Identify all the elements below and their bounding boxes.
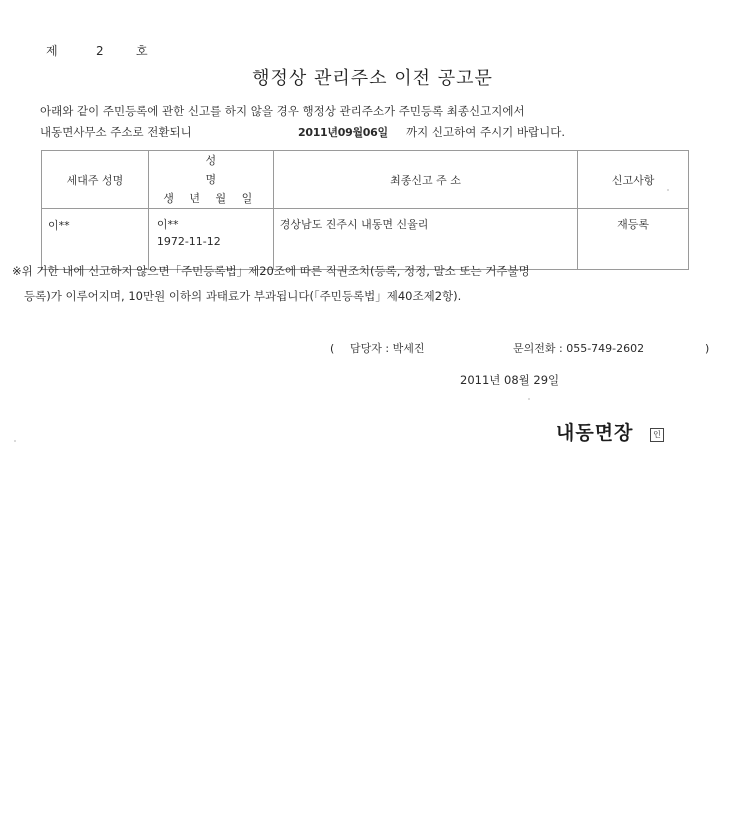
header-note: 신고사항 [578, 151, 689, 209]
contact-close-paren: ) [705, 342, 710, 355]
document-number-prefix: 제 [46, 44, 58, 58]
cell-note: 재등록 [578, 209, 689, 270]
document-number-suffix: 호 [136, 44, 148, 58]
table-header-row [42, 151, 689, 209]
notice-table [41, 150, 689, 270]
cell-name: 이** [156, 218, 179, 231]
document-title: 행정상 관리주소 이전 공고문 [252, 68, 493, 89]
header-address: 최종신고 주 소 [273, 151, 577, 209]
warning-text-line-2: 등록)가 이루어지며, 10만원 이하의 과태료가 부과됩니다(「주민등록법」제40조제2항). [24, 289, 462, 303]
contact-info [330, 340, 709, 356]
intro-office-text: 내동면사무소 주소로 전환되니 [40, 125, 192, 139]
cell-name-birth [148, 209, 273, 270]
scan-speck [667, 189, 669, 191]
document-number-value: 2 [96, 44, 104, 58]
header-birth: 생 년 월 일 [163, 192, 259, 205]
issue-date: 2011년 08월 29일 [460, 373, 560, 387]
intro-tail-text: 까지 신고하여 주시기 바랍니다. [406, 125, 566, 139]
issuer-title: 내동면장 [556, 422, 634, 444]
cell-household-head: 이** [42, 209, 149, 270]
header-name-birth [148, 151, 273, 209]
intro-text-line-1: 아래와 같이 주민등록에 관한 신고를 하지 않을 경우 행정상 관리주소가 주민등록 최종신고지에서 [40, 104, 525, 118]
warning-text-line-1: ※위 기한 내에 신고하지 않으면「주민등록법」제20조에 따른 직권조치(등록, 정정, 말소 또는 거주불명 [12, 264, 530, 278]
deadline-date: 2011년09월06일 [298, 126, 388, 139]
cell-birth: 1972-11-12 [156, 235, 221, 248]
seal-icon: 인 [650, 428, 664, 442]
contact-person: 담당자 : 박세진 [350, 342, 425, 355]
header-household-head: 세대주 성명 [42, 151, 149, 209]
scan-speck [528, 398, 530, 400]
scan-speck [14, 440, 16, 442]
table-row [42, 209, 689, 270]
contact-phone: 문의전화 : 055-749-2602 [513, 342, 645, 355]
contact-open-paren: ( [330, 342, 335, 355]
header-name: 성 명 [205, 154, 251, 186]
document-number [46, 42, 148, 59]
intro-text-line-2 [40, 124, 565, 140]
cell-address: 경상남도 진주시 내동면 신율리 [273, 209, 577, 270]
